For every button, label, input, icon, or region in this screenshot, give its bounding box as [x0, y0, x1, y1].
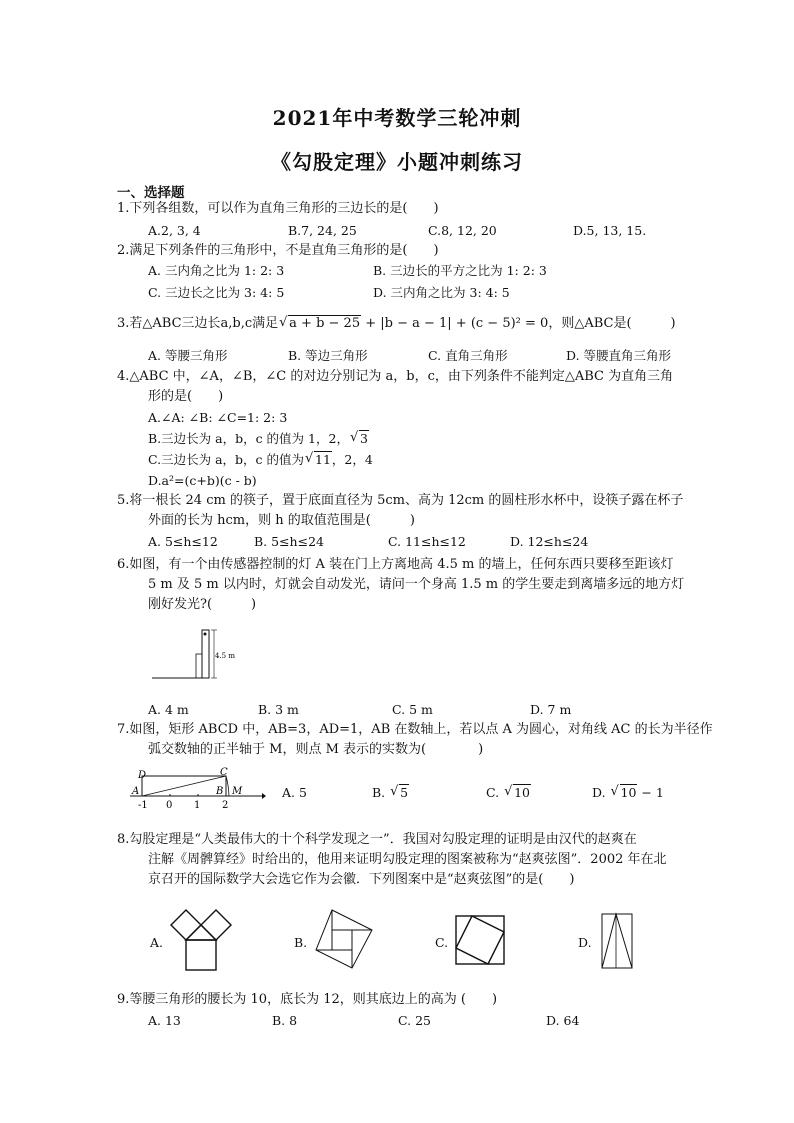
- q8-option-a-figure: [170, 906, 234, 972]
- q7-option-d-radicand: 10: [620, 785, 637, 800]
- q7-tick-2: 2: [222, 800, 229, 811]
- q4-option-b-text: B.三边长为 a，b，c 的值为 1，2，: [148, 431, 349, 446]
- q7-option-d: [592, 784, 664, 802]
- q2-stem: 2.满足下列条件的三角形中，不是直角三角形的是( ): [117, 243, 439, 258]
- q6-wall-figure: [148, 622, 235, 684]
- q7-axis-arrow: [262, 793, 266, 799]
- q6-stem-line1: 6.如图，有一个由传感器控制的灯 A 装在门上方离地高 4.5 m 的墙上，任何东西只要移至距该灯: [117, 557, 674, 572]
- q7-option-c-letter: C.: [486, 785, 500, 800]
- q8-option-c-figure: [454, 914, 506, 966]
- q8-option-a-label: A.: [150, 935, 164, 950]
- q4-option-d: D.a²=(c+b)(c - b): [148, 473, 257, 488]
- q1-option-d: D.5, 13, 15.: [573, 223, 647, 238]
- q9-option-c: C. 25: [398, 1013, 431, 1028]
- q3-stem-pre: 3.若△ABC三边长a,b,c满足: [117, 316, 279, 331]
- q7-option-b: [372, 784, 409, 802]
- q8-option-d-figure: [596, 910, 636, 972]
- q3-stem-post: + |b − a − 1| + (c − 5)² = 0，则△ABC是( ): [361, 316, 676, 331]
- q7-option-b-letter: B.: [372, 785, 386, 800]
- q7-option-c-radicand: 10: [514, 785, 530, 800]
- q6-lamp-a: [204, 633, 207, 636]
- q5-stem-line1: 5.将一根长 24 cm 的筷子，置于底面直径为 5cm、高为 12cm 的圆柱形水杯中，设筷子露在杯子: [117, 493, 684, 508]
- q9-option-a: A. 13: [148, 1013, 181, 1028]
- q7-label-a: A: [132, 786, 140, 797]
- q4-option-c-post: ，2，4: [331, 452, 373, 467]
- q3-option-d: D. 等腰直角三角形: [566, 348, 672, 363]
- q3-radicand: a + b − 25: [289, 316, 361, 331]
- q5-stem-line2: 外面的长为 hcm，则 h 的取值范围是( ): [148, 513, 415, 528]
- q2-option-a: A. 三内角之比为 1: 2: 3: [148, 263, 285, 278]
- q3-option-b: B. 等边三角形: [288, 348, 368, 363]
- q2-option-c: C. 三边长之比为 3: 4: 5: [148, 285, 285, 300]
- q7-option-d-radical: [611, 784, 638, 802]
- q7-tick-neg1: -1: [138, 800, 148, 811]
- q7-label-c: C: [220, 767, 228, 778]
- q1-stem: 1.下列各组数，可以作为直角三角形的三边长的是( ): [117, 201, 439, 216]
- q5-option-b: B. 5≤h≤24: [254, 534, 324, 549]
- q7-diagonal-ac: [142, 776, 226, 796]
- q7-option-b-radicand: 5: [400, 785, 409, 800]
- q3-option-a: A. 等腰三角形: [148, 348, 228, 363]
- q4-option-c-text: C.三边长为 a，b，c 的值为: [148, 452, 304, 467]
- q7-option-a: A. 5: [282, 785, 307, 800]
- q7-label-d: D: [138, 770, 147, 781]
- q7-label-m: M: [232, 786, 243, 797]
- q6-option-b: B. 3 m: [258, 702, 299, 717]
- q3-stem: [117, 315, 676, 333]
- q8-option-c-label: C.: [435, 935, 449, 950]
- q7-stem-line1: 7.如图，矩形 ABCD 中，AB=3，AD=1，AB 在数轴上，若以点 A 为圆心，对角线 AC 的长为半径作: [117, 722, 713, 737]
- q8-option-b-label: B.: [294, 935, 308, 950]
- q8-option-b-figure: [312, 906, 376, 972]
- q7-stem-line2: 弧交数轴的正半轴于 M，则点 M 表示的实数为( ): [148, 742, 484, 757]
- q9-option-d: D. 64: [546, 1013, 580, 1028]
- q4-stem-line2: 形的是( ): [148, 389, 224, 404]
- q3-radical: [279, 315, 361, 333]
- q6-option-a: A. 4 m: [148, 702, 189, 717]
- q7-tick-1: 1: [194, 800, 201, 811]
- q1-option-b: B.7, 24, 25: [288, 223, 357, 238]
- q7-option-d-letter: D.: [592, 785, 606, 800]
- q7-label-b: B: [216, 786, 224, 797]
- q7-option-c: [486, 784, 531, 802]
- q4-option-c-radicand: 11: [315, 452, 331, 467]
- q4-option-b: [148, 430, 369, 448]
- q7-option-b-radical: [390, 784, 409, 802]
- q6-stem-line2: 5 m 及 5 m 以内时，灯就会自动发光，请问一个身高 1.5 m 的学生要走到离墙多远的地方灯: [148, 577, 685, 592]
- q4-option-b-radicand: 3: [359, 431, 368, 446]
- q7-tick-0: 0: [166, 800, 173, 811]
- section-heading: 一、选择题: [117, 185, 185, 201]
- q8-stem-line1: 8.勾股定理是“人类最伟大的十个科学发现之一”．我国对勾股定理的证明是由汉代的赵爽在: [117, 832, 637, 847]
- q6-wall: [202, 630, 209, 678]
- q9-stem: 9.等腰三角形的腰长为 10，底长为 12，则其底边上的高为 ( ): [117, 992, 498, 1007]
- q4-option-a: A.∠A: ∠B: ∠C=1: 2: 3: [148, 410, 288, 425]
- q9-option-b: B. 8: [272, 1013, 298, 1028]
- q5-option-a: A. 5≤h≤12: [148, 534, 218, 549]
- q7-option-d-post: − 1: [637, 785, 664, 800]
- page-title: 2021年中考数学三轮冲刺: [272, 106, 522, 130]
- q5-option-d: D. 12≤h≤24: [510, 534, 589, 549]
- q6-door: [196, 654, 202, 678]
- q6-height-label: 4.5 m: [215, 652, 235, 660]
- q8-option-d-label: D.: [578, 935, 592, 950]
- q5-option-c: C. 11≤h≤12: [388, 534, 466, 549]
- q4-option-b-radical: [350, 430, 369, 448]
- q3-option-c: C. 直角三角形: [428, 348, 508, 363]
- q4-stem-line1: 4.△ABC 中，∠A，∠B，∠C 的对边分别记为 a，b，c，由下列条件不能判定△ABC 为直角三角: [117, 369, 674, 384]
- page-subtitle: 《勾股定理》小题冲刺练习: [271, 150, 523, 174]
- q1-option-a: A.2, 3, 4: [148, 223, 201, 238]
- q6-option-c: C. 5 m: [392, 702, 433, 717]
- q1-option-c: C.8, 12, 20: [428, 223, 497, 238]
- q4-option-c: [148, 451, 373, 469]
- q2-option-d: D. 三内角之比为 3: 4: 5: [373, 285, 510, 300]
- q4-option-c-radical: [305, 451, 332, 469]
- q6-option-d: D. 7 m: [530, 702, 572, 717]
- q7-option-c-radical: [504, 784, 531, 802]
- q8-stem-line2: 注解《周髀算经》时给出的，他用来证明勾股定理的图案被称为“赵爽弦图”．2002 年在北: [148, 852, 667, 867]
- q6-stem-line3: 刚好发光?( ): [148, 597, 257, 612]
- q8-stem-line3: 京召开的国际数学大会选它作为会徽．下列图案中是“赵爽弦图”的是( ): [148, 872, 575, 887]
- q2-option-b: B. 三边长的平方之比为 1: 2: 3: [373, 263, 547, 278]
- q7-numberline-figure: [128, 764, 266, 812]
